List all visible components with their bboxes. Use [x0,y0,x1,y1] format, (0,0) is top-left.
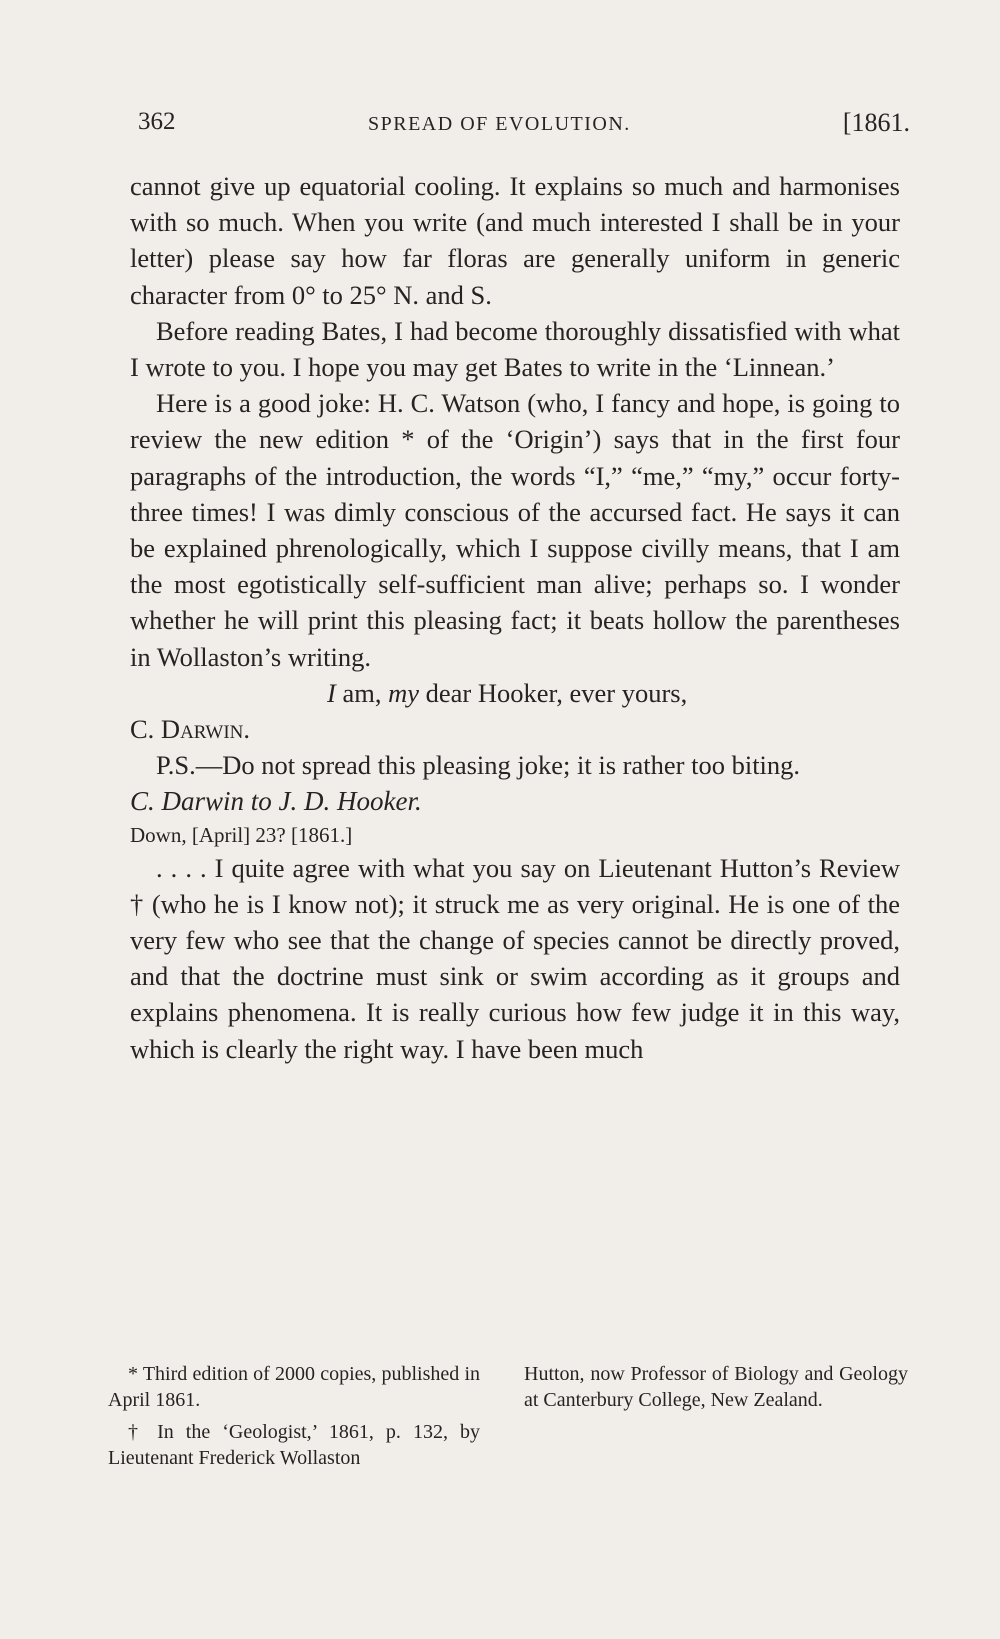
page-number: 362 [138,108,176,135]
paragraph-hutton-review: . . . . I quite agree with what you say on Lieutenant Hutton’s Review † (who he is I know not); it struck me as very original. He is one of the very few who see that the change of species cannot be directly proved, and that the doctrine must sink or swim according as it groups and explains phenomena. It is really curious how few judge it in this way, which is clearly the right way. I have been much [130,852,900,1064]
footnote-star: * Third edition of 2000 copies, published in April 1861. [108,1363,480,1411]
running-head [138,108,910,148]
paragraph-bates: Before reading Bates, I had become thoroughly dissatisfied with what I wrote to you. I hope you may get Bates to write in the ‘Linnean.’ [130,315,900,383]
running-year: [1861. [842,108,910,137]
footnote-column-right [524,1361,908,1471]
paragraph-watson-joke: Here is a good joke: H. C. Watson (who, I fancy and hope, is going to review the new edition * of the ‘Origin’) says that in the first four paragraphs of the introduction, the words “I,” “me,” “my,” occur forty-three times! I was dimly conscious of the accursed fact. He says it can be explained phrenologically, which I suppose civilly means, that I am the most egotistically self-sufficient man alive; perhaps so. I wonder whether he will print this pleasing fact; it beats hollow the parentheses in Wollaston’s writing. [130,388,900,672]
signature-text: C. Darwin. [130,714,251,745]
signature [130,711,900,747]
footnote-dagger: † In the ‘Geologist,’ 1861, p. 132, by Lieutenant Frederick Wollaston [108,1421,480,1469]
footnote-dagger-continuation: Hutton, now Professor of Biology and Geology at Canterbury College, New Zealand. [524,1363,908,1411]
closing-my: my [388,677,419,708]
footnotes [108,1361,908,1471]
paragraph-equatorial-cooling: cannot give up equatorial cooling. It explains so much and harmonises with so much. When you write (and much interested I shall be in your letter) please say how far floras are generally uniform in generic character from 0° to 25° N. and S. [130,171,900,310]
closing-rest: dear Hooker, ever yours, [418,677,688,708]
postscript: P.S.—Do not spread this pleasing joke; it is rather too biting. [156,750,801,781]
letter-closing [130,675,900,711]
footnote-column-left [108,1361,480,1471]
dateline: Down, [April] 23? [1861.] [130,822,353,847]
body-text [130,168,900,1067]
letter-heading: C. Darwin to J. D. Hooker. [130,786,422,817]
running-title: SPREAD OF EVOLUTION. [368,113,631,135]
closing-am: am, [335,677,389,708]
closing-i: I [327,677,336,708]
